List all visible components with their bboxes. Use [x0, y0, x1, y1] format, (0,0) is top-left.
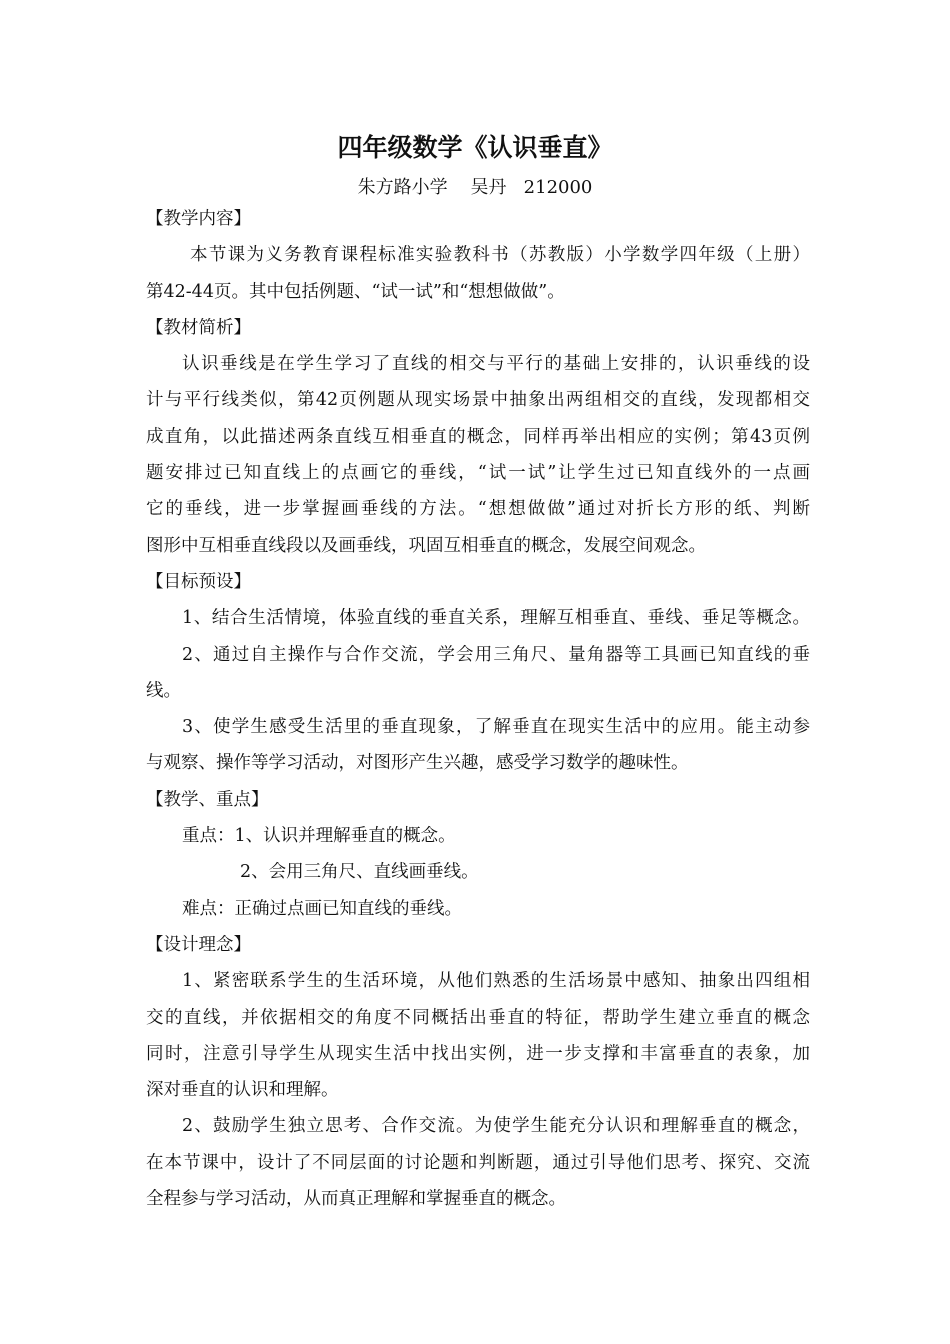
paragraph-line: 题安排过已知直线上的点画它的垂线，“试一试”让学生过已知直线外的一点画	[146, 463, 810, 484]
paragraph-line: 重点：1、认识并理解垂直的概念。	[182, 826, 456, 847]
paragraph-line: 2、通过自主操作与合作交流，学会用三角尺、量角器等工具画已知直线的垂	[182, 644, 810, 665]
section-heading-goals: 【目标预设】	[146, 571, 251, 592]
document-title: 四年级数学《认识垂直》	[337, 133, 613, 162]
paragraph-line: 3、使学生感受生活里的垂直现象，了解垂直在现实生活中的应用。能主动参	[182, 717, 810, 738]
paragraph-line: 本节课为义务教育课程标准实验教科书（苏教版）小学数学四年级（上册）	[190, 245, 810, 266]
author-line: 朱方路小学 吴丹 212000	[357, 177, 593, 198]
paragraph-line: 深对垂直的认识和理解。	[146, 1080, 339, 1101]
paragraph-line: 全程参与学习活动，从而真正理解和掌握垂直的概念。	[146, 1189, 566, 1210]
paragraph-line: 1、结合生活情境，体验直线的垂直关系，理解互相垂直、垂线、垂足等概念。	[182, 608, 810, 629]
paragraph-line: 在本节课中，设计了不同层面的讨论题和判断题，通过引导他们思考、探究、交流	[146, 1152, 810, 1173]
paragraph-line: 1、紧密联系学生的生活环境，从他们熟悉的生活场景中感知、抽象出四组相	[182, 971, 810, 992]
document-body	[146, 201, 810, 1217]
paragraph-line: 计与平行线类似，第42页例题从现实场景中抽象出两组相交的直线，发现都相交	[146, 390, 810, 411]
paragraph-line: 交的直线，并依据相交的角度不同概括出垂直的特征，帮助学生建立垂直的概念	[146, 1007, 810, 1028]
paragraph-line: 2、会用三角尺、直线画垂线。	[240, 862, 479, 883]
paragraph-line: 2、鼓励学生独立思考、合作交流。为使学生能充分认识和理解垂直的概念，	[182, 1116, 810, 1137]
section-heading-key-points: 【教学、重点】	[146, 789, 269, 810]
paragraph-line: 它的垂线，进一步掌握画垂线的方法。“想想做做”通过对折长方形的纸、判断	[146, 499, 810, 520]
section-heading-content: 【教学内容】	[146, 209, 251, 229]
section-heading-analysis: 【教材简析】	[146, 317, 251, 338]
paragraph-line: 线。	[146, 680, 181, 701]
paragraph-line: 认识垂线是在学生学习了直线的相交与平行的基础上安排的，认识垂线的设	[182, 354, 810, 375]
paragraph-line: 难点：正确过点画已知直线的垂线。	[182, 898, 462, 919]
paragraph-line: 图形中互相垂直线段以及画垂线，巩固互相垂直的概念，发展空间观念。	[146, 535, 706, 556]
paragraph-line: 同时，注意引导学生从现实生活中找出实例，进一步支撑和丰富垂直的表象，加	[146, 1043, 810, 1064]
paragraph-line: 与观察、操作等学习活动，对图形产生兴趣，感受学习数学的趣味性。	[146, 753, 689, 774]
paragraph-line: 第42-44页。其中包括例题、“试一试”和“想想做做”。	[146, 281, 565, 302]
paragraph-line: 成直角，以此描述两条直线互相垂直的概念，同样再举出相应的实例；第43页例	[146, 426, 810, 447]
section-heading-design: 【设计理念】	[146, 934, 251, 955]
